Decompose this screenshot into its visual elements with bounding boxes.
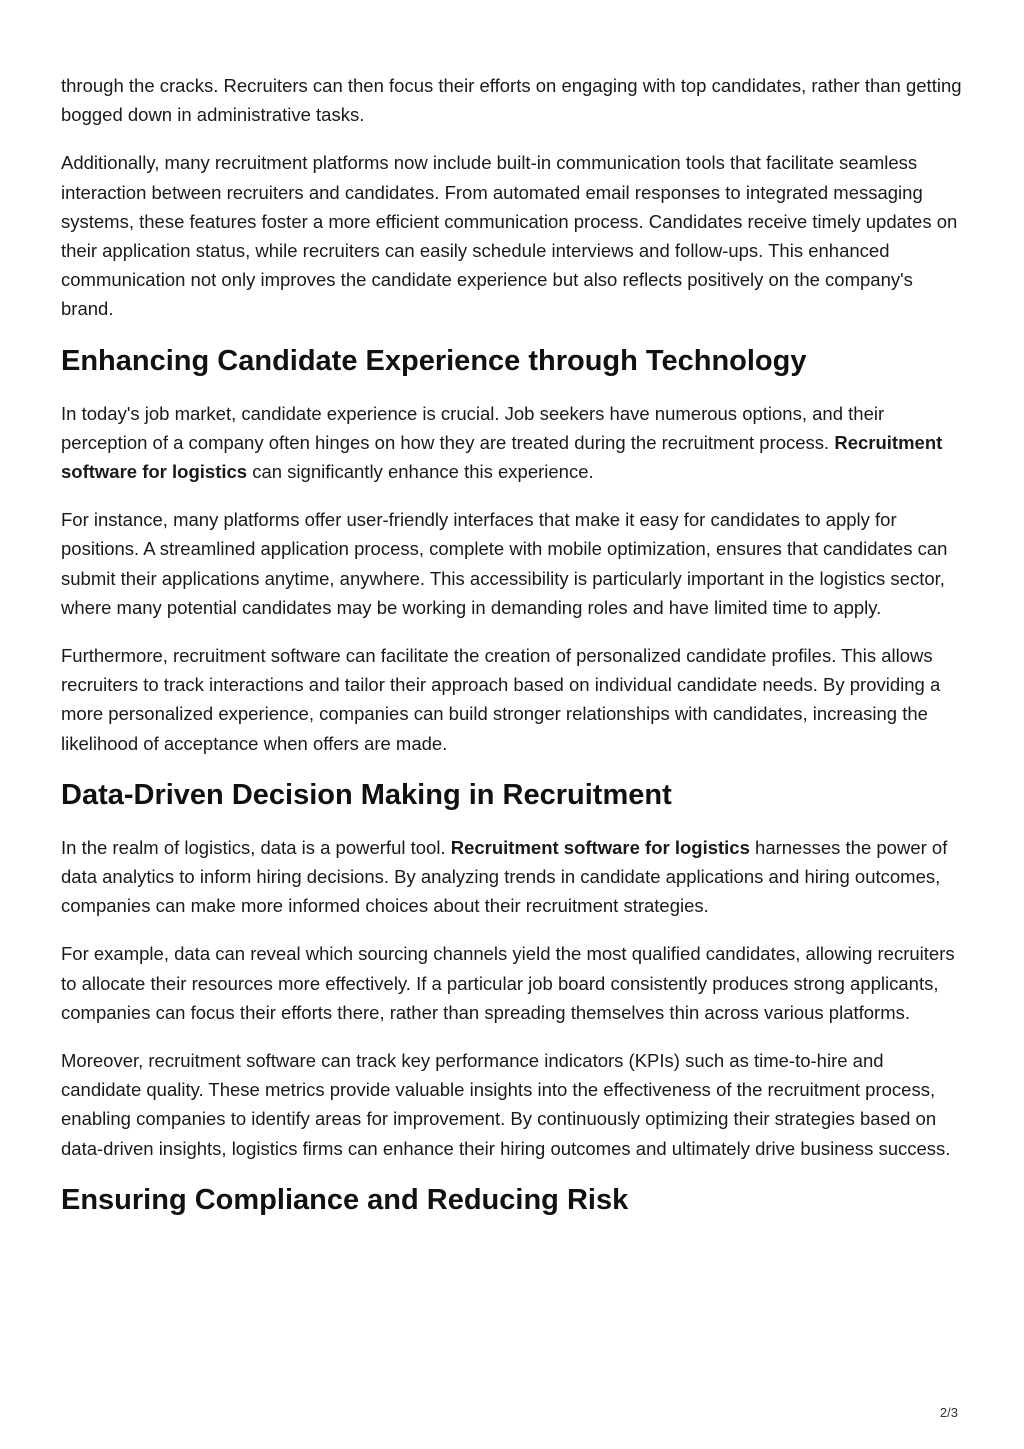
paragraph: Moreover, recruitment software can track key performance indicators (KPIs) such as time-to-hire and candidate quality. These metrics provide valuable insights into the effectiveness of the recruitment process, enabling companies to identify areas for improvement. By continuously optimizing their strategies based on data-driven insights, logistics firms can enhance their hiring outcomes and ultimately drive business success.	[61, 1050, 951, 1159]
paragraph: For instance, many platforms offer user-friendly interfaces that make it easy for candidates to apply for positions. A streamlined application process, complete with mobile optimization, ensures that candidates can submit their applications anytime, anywhere. This accessibility is particularly important in the logistics sector, where many potential candidates may be working in demanding roles and have limited time to apply.	[61, 509, 948, 618]
paragraph: Additionally, many recruitment platforms now include built-in communication tools that facilitate seamless interaction between recruiters and candidates. From automated email responses to integrated messaging systems, these features foster a more efficient communication process. Candidates receive timely updates on their application status, while recruiters can easily schedule interviews and follow-ups. This enhanced communication not only improves the candidate experience but also reflects positively on the company's brand.	[61, 152, 958, 320]
section-heading: Data-Driven Decision Making in Recruitment	[61, 778, 672, 811]
page-number: 2/3	[939, 1405, 958, 1420]
paragraph	[61, 833, 966, 921]
paragraph: Furthermore, recruitment software can facilitate the creation of personalized candidate profiles. This allows recruiters to track interactions and tailor their approach based on individual candidate needs. By providing a more personalized experience, companies can build stronger relationships with candidates, increasing the likelihood of acceptance when offers are made.	[61, 645, 941, 754]
paragraph-text: In the realm of logistics, data is a powerful tool.	[61, 836, 451, 858]
paragraph-text: harnesses the power of data analytics to inform hiring decisions. By analyzing trends in candidate applications and hiring outcomes, companies can make more informed choices about their recruitment strategies.	[61, 836, 948, 917]
paragraph-text: In today's job market, candidate experience is crucial. Job seekers have numerous options, and their perception of a company often hinges on how they are treated during the recruitment process.	[61, 402, 885, 453]
section-heading: Ensuring Compliance and Reducing Risk	[61, 1183, 629, 1216]
paragraph: For example, data can reveal which sourcing channels yield the most qualified candidates, allowing recruiters to allocate their resources more effectively. If a particular job board consistently produces strong applicants, companies can focus their efforts there, rather than spreading themselves thin across various platforms.	[61, 943, 955, 1023]
section-heading: Enhancing Candidate Experience through Technology	[61, 344, 807, 377]
bold-keyword: Recruitment software for logistics	[450, 836, 750, 858]
paragraph: through the cracks. Recruiters can then focus their efforts on engaging with top candidates, rather than getting bogged down in administrative tasks.	[61, 75, 962, 126]
bold-keyword: Recruitment software for logistics	[61, 431, 943, 483]
paragraph	[61, 399, 966, 487]
document-body	[61, 71, 966, 1238]
paragraph-text: can significantly enhance this experience.	[247, 461, 594, 483]
